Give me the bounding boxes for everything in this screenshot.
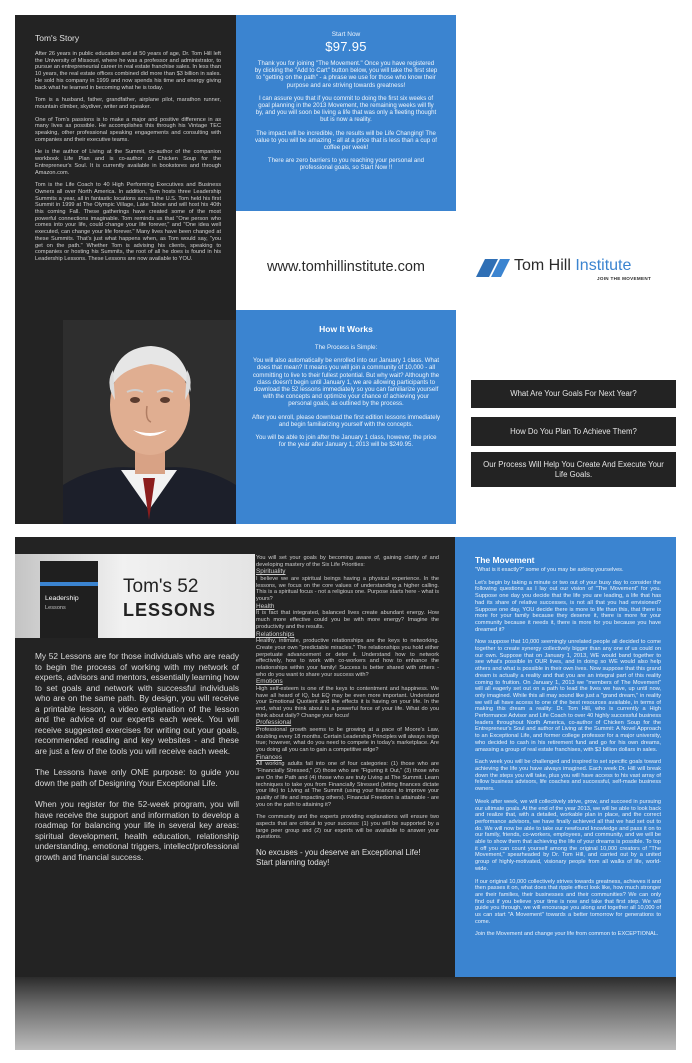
priorities-intro: You will set your goals by becoming aware of, gaining clarity of and developing mastery of the Six Life Priorities: (256, 555, 439, 568)
offer-paragraph: I can assure you that if you commit to doing the first six weeks of goal planning in the 2013 Movement, the remaining weeks will fly by, and you will soon be living a life that was only a fleeting thought but is now a reality. (255, 94, 437, 124)
lessons-paragraph: When you register for the 52-week program, you will have receive the support and information to develop a roadmap for balancing your life in several key areas: spiritual development, health education, relationship understanding, emotional triggers, intellect/professional growth and financial success. (35, 799, 239, 862)
movement-paragraph: Week after week, we will collectively strive, grow, and succeed in pursuing our ultimate goals. At the end of the year 2013, we will be able to look back and realize that, with a detailed, workable plan in place, and the correct performance advisors, we have finally achieved all that we had set out to do. We will now be able to take our newfound knowledge and pass it on to our family, friends, co-workers, employees, and community, and we will be able to show them that achieving the life of your dreams is possible. To top it off you can count yourself among the original 10,000 creators of "The Movement," spearheaded by Dr. Tom Hill, and carried out by a united group of highly-motivated, visionary people from all walks of life, world-wide. (475, 798, 661, 872)
how-paragraph: You will also automatically be enrolled into our January 1 class. What does that mean? It means you will join a community of 10,000 - all committing to live to their fullest potential. But why wait? Although the class doesn't begin until January 1, we are allowing participants to download the 52 lessons immediately so you can familiarize yourself with the concepts and optimize your chance of achieving your personal goals, as outlined by the process. (252, 357, 440, 408)
section-text-health: It is fact that integrated, balanced lives create abundant energy. How much more effective could you be with more energy? Imagine the productivity and the results. (256, 610, 439, 630)
logo-tagline: JOIN THE MOVEMENT (597, 276, 652, 281)
story-paragraph: Tom is the Life Coach to 40 High Performing Executives and Business Owners all over North America. In addition, Tom hosts three Leadership Summits a year, all in fantastic locations across the U.S. Tom held his first Summit in 1999 at The Olympic Village, Lake Tahoe and will host his 40th this coming Fall. These gatherings have created some of the most powerful connections imaginable. Tom reminds us that "One person who comes into your life, could change your life forever," and "One idea well executed, can change your life forever." Many lives have been changed at these Summits. That's just what happens when, as Tom would say, "you get on the path." Whether Tom is advising his clients, speaking to companies or hosting his Summits, the root of all he does is found in his Leadership Lessons. These Lessons are now available to YOU. (35, 182, 221, 262)
process-box: Our Process Will Help You Create And Execute Your Life Goals. (471, 452, 676, 487)
section-text-emotions: High self-esteem is one of the keys to contentment and happiness. We have all heard of IQ, but EQ may be even more important. Understand your Emotional Quotient and the effects it is having on your life. In the end, what you think about is a powerful force of your life. What do you think about daily? Change your focus! (256, 685, 439, 719)
how-it-works-block (236, 310, 456, 524)
offer-paragraph: There are zero barriers to you reaching your personal and professional goals, so Start Now !! (267, 157, 425, 172)
logo-wordmark (514, 257, 631, 275)
community-paragraph: The community and the experts providing explanations will ensure two aspects that are critical to your success: (1) you will be supported by a large peer group and (2) our experts will be available to answer your questions. (256, 814, 439, 841)
lessons-title-line1: Tom's 52 (123, 576, 199, 597)
logo-panel (456, 15, 676, 524)
portrait-photo (63, 320, 236, 524)
lessons-banner (15, 554, 255, 638)
section-text-professional: Professional growth seems to be growing at a pace of Moore's Law, doubling every 18 months. Certain Leadership Principles will always reign true; however, what do you need to compete in today's marketplace. Are you doing all you can to gain a competitive edge? (256, 727, 439, 754)
how-it-works-title: How It Works (319, 324, 373, 334)
question-box-goals: What Are Your Goals For Next Year? (471, 380, 676, 408)
movement-paragraph: Let's begin by taking a minute or two out of your busy day to consider the following questions as I lay out our vision of "The Movement" for you. Suppose one day you decide that the life you are leading, a life that has had its share of relative successes, is not all that you had envisioned? Suppose one day, YOU decide there is more to life than this, that there is more for your family because they deserve it, there is more for your community because it needs it, there is more for you because you have dreamed it? (475, 579, 661, 633)
story-panel (15, 15, 236, 524)
how-paragraph: After you enroll, please download the first edition lessons immediately and begin familiarizing yourself with the concepts. (252, 413, 440, 428)
lessons-text-block (35, 651, 239, 873)
price: $97.95 (325, 39, 367, 54)
booklet-cover-image (40, 561, 98, 638)
bottom-gradient-band (15, 977, 676, 1050)
story-paragraph: After 26 years in public education and at 50 years of age, Dr. Tom Hill left the University of Missouri, where he was a professor and administrator, to pursue an entrepreneurial career in real estate franchise sales. In less than 10 years, the real estate offices combined did more than $3 billion in sales. He sold his company in 1999 and now spends his time and energy giving back what he learned in becoming what he is today. (35, 51, 221, 91)
movement-panel (455, 537, 676, 1050)
start-now-label: Start Now (331, 31, 361, 38)
website-url[interactable]: www.tomhillinstitute.com (267, 259, 425, 275)
story-paragraph: He is the author of Living at the Summit, co-author of the companion workbook Life Plan and is co-author of Chicken Soup for the Entrepreneur's Soul. It is currently available in bookstores and through Amazon.com. (35, 149, 221, 176)
logo-name-dark: Tom Hill (514, 257, 571, 274)
section-heading-finances: Finances (256, 753, 282, 761)
movement-text-block (475, 555, 661, 944)
story-text-block (35, 33, 221, 363)
movement-paragraph: Each week you will be challenged and inspired to set specific goals toward achieving the life you have always imagined. Each week Dr. Hill will break down the steps you will take, plus you will have access to his vast array of fellow business advisors, life coaches and successful, self-made business owners. (475, 759, 661, 793)
section-heading-health: Health (256, 602, 275, 610)
question-box-plan: How Do You Plan To Achieve Them? (471, 417, 676, 446)
lessons-paragraph: My 52 Lessons are for those individuals who are ready to begin the process of working with my network of experts, advisors and mentors, essentially learning how to set goals and network with successful individuals who are on the same path. By design, you will receive a printable lesson, a video explanation of the lesson and the advice of our experts each week. You will receive suggested exercises for writing out your goals, recommended reading and key websites - and these are just a few of the tools you will receive each week. (35, 651, 239, 756)
section-text-relationships: Healthy, intimate, productive relationships are the keys to networking. Create your own "predictable miracles." The relationships you hold either perpetuate advancement or deter it. Understand how to network effectively, how to work with co-workers and how to enhance the relationships within your family! Success is better shared with others - who do you want to share your success with? (256, 638, 439, 678)
movement-heading: The Movement (475, 555, 535, 565)
life-priorities-panel (255, 537, 455, 1050)
logo-name-blue: Institute (575, 257, 632, 274)
lessons-title-line2: LESSONS (123, 600, 217, 620)
section-text-finances: All working adults fall into one of four categories: (1) those who are "Financially Stressed," (2) those who are "Figuring it Out," (3) those who are On the Path and (4) those who are truly Living at The Summit. Learn techniques to take you from Financially Stressed (letting finances dictate your life) to Living at The Summit (using your finances to improve your quality of life and impacting others). Financial Freedom is attainable - are you on the path to attaining it? (256, 761, 439, 808)
story-heading: Tom's Story (35, 33, 80, 43)
brochure-inside (15, 537, 676, 1050)
booklet-subtitle: Lessons (45, 605, 66, 611)
section-heading-spirituality: Spirituality (256, 568, 286, 576)
how-subtitle: The Process is Simple: (314, 344, 378, 351)
closing-statement: No excuses - you deserve an Exceptional Life! Start planning today! (256, 848, 421, 868)
life-priorities-text (256, 555, 439, 868)
booklet-title: Leadership (45, 595, 79, 602)
start-now-block (236, 15, 456, 211)
offer-panel (236, 15, 456, 524)
lessons-paragraph: The Lessons have only ONE purpose: to guide you down the path of Designing Your Exceptional Life. (35, 767, 239, 788)
story-paragraph: Tom is a husband, father, grandfather, airplane pilot, marathon runner, mountain climber, skydiver, writer and speaker. (35, 97, 221, 110)
booklet-accent-bar (40, 582, 98, 586)
movement-paragraph: "What is it exactly?" some of you may be asking yourselves. (475, 567, 624, 573)
movement-paragraph: Join the Movement and change your life from common to EXCEPTIONAL. (475, 931, 659, 938)
offer-paragraph: The impact will be incredible, the results will be Life Changing! The value to you will be amazing - all at a price that is less than a cup of coffee per week! (255, 129, 437, 152)
movement-paragraph: If our original 10,000 collectively strives towards greatness, achieves it and then passes it on, what does that ripple effect look like, how much stronger are their families, their businesses and their communities? We can only find out if you believe your time is now and take that first step. We will guide you through, we will encourage you along and together all 10,000 of us can start "A Movement" towards a better tomorrow for generations to come. (475, 878, 661, 925)
movement-paragraph: Now suppose that 10,000 seemingly unrelated people all decided to come together to create synergy collectively bigger than any one of us could on our own. Suppose that on January 1, 2013, WE would band together to see what's possible in OUR lives, and in doing so WE would also help others and what is possible in their own lives. Now suppose that this grand dream is actually a reality and that you are an integral part of this reality coming to fruition. On January 1, 2013 we "members of The Movement" will all eagerly set out on a path to lead the lives we have, up until now, only imagined. While this all may sound like just a "grand dream," in reality we will all have access to one of the best resources available, in terms of making this dream a reality: Dr. Tom Hill, who is currently a High Performance Advisor and Life Coach to over 40 highly successful business leaders throughout North America, co-author of Chicken Soup for the Entrepreneur's Soul and author of Living at the Summit: A Novel Approach to an Exceptional Life, and former college professor for a major university, who decided to cash in his retirement fund and go for his own dreams, amassing a group of real estate franchises, with $3 billion dollars in sales. (475, 639, 661, 753)
section-text-spirituality: I believe we are spiritual beings having a physical experience. In the lessons, we focus on the core values of understanding a higher calling. This is a spiritual focus - not a religious one. Purpose starts here - what is yours? (256, 576, 439, 603)
tom-hill-institute-logo (476, 257, 666, 283)
offer-paragraph: Thank you for joining "The Movement." Once you have registered by clicking the "Add to Cart" button below, you will take the first step to "getting on the path" - a phrase we use for those who know their purpose and are striving towards greatness! (254, 60, 438, 89)
section-heading-emotions: Emotions (256, 678, 283, 686)
section-heading-relationships: Relationships (256, 630, 295, 638)
how-paragraph: You will be able to join after the January 1 class, however, the price for the year after January 1, 2013 will be $249.95. (255, 434, 437, 449)
section-heading-professional: Professional (256, 719, 292, 727)
logo-mark-icon (476, 259, 510, 277)
lessons-panel (15, 537, 255, 1050)
brochure-outside (15, 15, 676, 524)
story-paragraph: One of Tom's passions is to make a major and positive difference in as many lives as possible. He accomplishes this through his Vintage TEC speaking, other professional speaking engagements and consulting with companies and their executive teams. (35, 116, 221, 143)
portrait-illustration (63, 320, 236, 524)
